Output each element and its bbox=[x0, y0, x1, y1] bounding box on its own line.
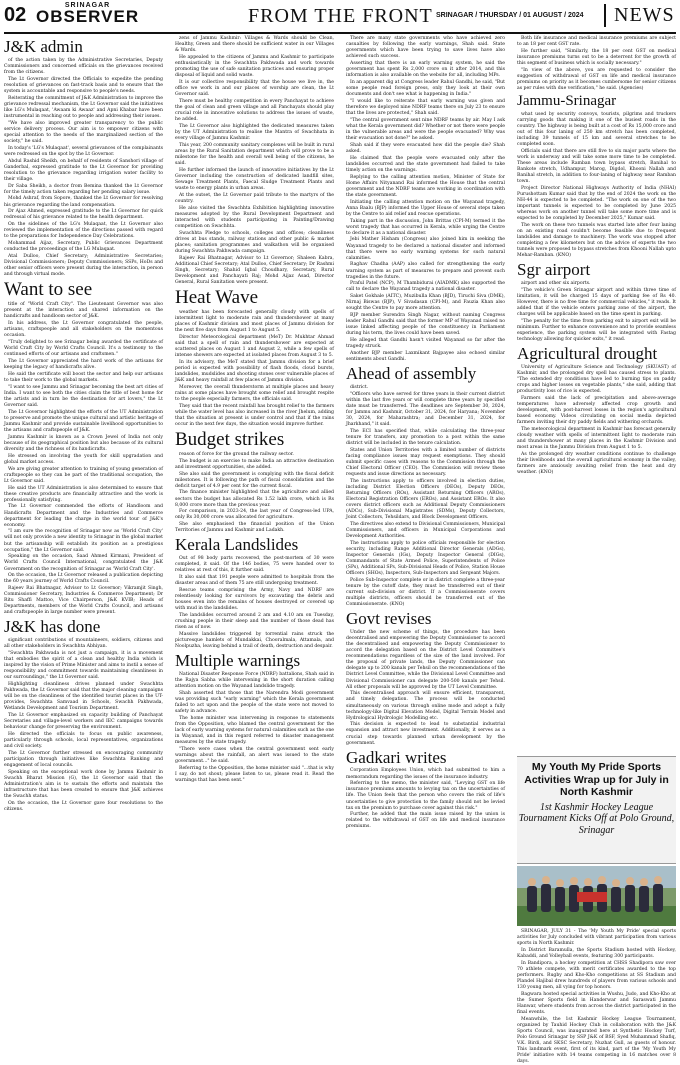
headline: J&K admin bbox=[4, 37, 83, 56]
paragraph: The finance minister highlighted that the agriculture and allied sectors the budget has allocated Rs 1.52 lakh crore, which is Rs 8,000 crore more than the previous year. bbox=[175, 490, 334, 508]
paragraph: "The vehicle's Green Srinagar airport and within three time of limitation, it will be charged 15 days of parking fee of Rs 40. However, there is no free time for commercial vehicles," it reads. It added that if the vehicle enters parking zone of the airport, the charges will be applicable based on the time spent in parking. bbox=[517, 287, 676, 318]
paragraph: In an apparent dig at Congress leader Rahul Gandhi, he said, "But some people read foreign press, only they look at their own documents and don't see what is happening in India." bbox=[346, 79, 505, 98]
paragraph: On the sidelines of the LG's Mulaqaat, the Lt Governor also reviewed the implementation of the directions passed with regard to the preparations for Independence Day Celebrations. bbox=[4, 222, 163, 240]
paragraph: Replying to the calling attention motion, Minister of State for Home Affairs Nityanand Rai informed the House that the central government and the NDRF teams are working in coordination with the state government. bbox=[346, 174, 505, 198]
column-4 bbox=[517, 36, 676, 754]
paragraph: "In view of the above, you are requested to consider the suggestion of withdrawal of GST on life and medical insurance premiums on priority as it becomes cumbersome for senior citizens as per rules with due verification," he said. (Agencies) bbox=[517, 67, 676, 91]
logo-main: OBSERVER bbox=[36, 7, 140, 26]
paragraph: Out of 98 body parts recovered, the post-mortem of 30 were completed, it said. Of the 146 bodies, 75 were handed over to relatives at rest of this, it further said. bbox=[175, 556, 334, 574]
paragraph: Praful Patel (NCP), M Thambidurai (AIADMK) also supported the call to declare the Wayanad tragedy a national disaster. bbox=[346, 281, 505, 293]
category-label: NEWS bbox=[604, 4, 675, 27]
paragraph: In District Baramulla, the Sports Stadium hosted with Hockey, Kabaddi, and Volleyball events, featuring 300 participants. bbox=[517, 947, 676, 959]
paragraph: They said that the recent rainfall has brought relief to the farmers while the water level has also increased in the river Jhelum, adding that the situation at present is under control and that if the rains occur in the next few days, the situation would improve further. bbox=[175, 403, 334, 427]
paragraph: On the occasion, the Lt Governor gave four resolutions to the citizens. bbox=[4, 801, 163, 813]
paragraph: Referring to the Opposition, the home minister said "...that is why I say, do not shout; please listen to us, please read it. Read the warnings that has been sent." bbox=[175, 765, 334, 783]
headline: Kerala Landslides bbox=[175, 535, 299, 555]
paragraph: "We have also improved greater transparency to the public service delivery process. Our aim is to empower citizens with special attention to the needs of the marginalized section of the society," he said. bbox=[4, 120, 163, 144]
paragraph: Mohd Ashraf, from Sopore, thanked the Lt Governor for resolving his grievance regarding the land compensation. bbox=[4, 196, 163, 208]
paragraph: Project Director National Highways Authority of India (NHAI) Purushottam Kumar said that by the end of 2024 the work on the NH-44 is expected to be completed. "The work on one of the two important tunnels is expected to be completed by June 2025 whereas work on another tunnel will take some more time and is expected to be completed by December 2025," Kumar said. bbox=[517, 185, 676, 222]
paragraph: Speaking on the occasion, Saad Ahmed Kirmani, President of World Crafts Council International, congratulated the J&K Government on the recognition of Srinagar as 'World Craft City'. bbox=[4, 554, 163, 572]
paragraph: He said the certificate will boost the sector and help our artisans to take their work to the global markets. bbox=[4, 371, 163, 383]
headline: Jammu-Srinagar bbox=[517, 93, 617, 110]
paragraph: As the prolonged dry weather conditions continue to challenge their livelihoods and the overall agricultural economy in the valley, farmers are anxiously awaiting relief from the heat and dry weather. (KNO) bbox=[517, 452, 676, 476]
paragraph: Abdul Rashid Sheikh, on behalf of residents of Sanshori village of Ganderbal, expressed gratitude to the Lt Governor for providing resolution to the grievance regarding irrigation water facility to their village. bbox=[4, 158, 163, 182]
paragraph: Meanwhile, the 1st Kashmir Hockey League Tournament, organized by Tauhid Hockey Club in collaboration with the J&K Sports Council, was inaugurated here at Synthetic Hockey Turf, Polo Ground Srinagar by SSP J&K of BSF, Syed Muhammad Shafiq, V.K. Birdi, and SKSC Secretary, Nuzhat Gull, as guests of honour. This landmark event, first of its kind, part of the 'My Youth My Pride' initiative with 14 teams competing in 16 matches over 8 days. bbox=[517, 1016, 676, 1065]
article-body bbox=[346, 36, 505, 363]
paragraph: The landslides occurred around 2 am and 4.10 am on Tuesday, crushing people in their sleep and the number of those dead has risen as of now. bbox=[175, 613, 334, 631]
paragraph: Shah said if they were evacuated how did the people die? Shah asked. bbox=[346, 142, 505, 154]
paragraph: BJP member Surendra Singh Nagar, without naming Congress leader Rahul Gandhi said that the former MP of Wayanad raised no issue linked affecting people of the constituency in Parliament during his term, the lives could have been saved. bbox=[346, 313, 505, 337]
article-body bbox=[346, 768, 505, 830]
column-1 bbox=[4, 36, 163, 1040]
paragraph: He also visited the Swachhta Exhibition highlighting innovative measures adopted by the Rural Development Department and interacted with students participating in Painting/Drawing competition on Swachhta. bbox=[175, 205, 334, 229]
paragraph: Officials said that there are still five to six major parts where the work is underway and will take some more time to be completed. These areas include Ramban town bypass stretch, Banihal to Bankote stretch, Udhampur, Marog, Digdol, Khooni Nallah and Banihal stretch, in addition to four-laning of highway near Ramban town. bbox=[517, 148, 676, 185]
paragraph: airport and other six airports. bbox=[521, 281, 591, 287]
paragraph: The Lt Governor commended the efforts of Handloom and Handicrafts Department and the Industries and Commerce department for leading the charge in the world tour of J&K's economy. bbox=[4, 504, 163, 528]
article-body bbox=[517, 112, 676, 260]
headline: Agricultural drought bbox=[517, 344, 658, 364]
paragraph: We are giving greater attention to training of young generation of craftspeople so they can be part of the traditional occupation, the Lt Governor said. bbox=[4, 466, 163, 484]
paragraph: He further said, "Similarly, the 18 per cent GST on medical insurance premiums turns out to be a deterrent for the growth of this segment of business which is socially necessary." bbox=[517, 48, 676, 66]
paragraph: She also said the government is complying with the fiscal deficit milestones. It is following the path of fiscal consolidation and the deficit target of 4.9 per cent for the current fiscal. bbox=[175, 471, 334, 489]
paragraph: He directed the officials to focus on public awareness, particularly through schools, local representatives, organizations and civil society. bbox=[4, 732, 163, 750]
paragraph: Referring to the memo, the minister said, "Levying GST on life insurance premiums amounts to levying tax on the uncertainties of life. The Union feels that the person who covers the risk of life's uncertainties to give protection to the family should not be levied tax on the premium to purchase cover against this risk." bbox=[346, 781, 505, 811]
paragraph: The Lt Governor also highlighted the dedicated measures taken by the UT Administration to realise the Mantra of Swachhata in every village of Jammu Kashmir. bbox=[175, 123, 334, 141]
paragraph: Rescue teams comprising the Army, Navy and NDRF are relentlessly looking for survivors by excavating the debris and houses even into the remains of houses destroyed or covered up with mud in the landslides. bbox=[175, 588, 334, 612]
paragraph: It is our collective responsibility that the house we live in, the office we work in and our places of worship are clean, the Lt Governor said. bbox=[175, 79, 334, 98]
article-body bbox=[175, 672, 334, 784]
paragraph: University of Agriculture Science and Technology (SKUAST) of Kashmir, and the prolonged dry spell has caused stress to plants. "The extended dry conditions have led to burning tips on paddy crops and higher losses on vegetable plants," she said, adding that productivity loss of rice is expected. bbox=[517, 365, 676, 395]
paragraph: The directives also extend to Divisional Commissioners, Municipal Commissioners, and officers in Municipal Corporations and Development Authorities. bbox=[346, 522, 505, 540]
paragraph: weather has been forecasted generally cloudy with spells of intermittent light to moderate rain and thundershower at many places of Kashmir division and most places of Jammu division for the next five days from August 1 to August 5. bbox=[175, 309, 334, 333]
paragraph: Taking part in the discussion, John Brittas (CPI-M) termed it the worst tragedy that has occurred in Kerala, while urging the Centre to declare it as a national disaster. bbox=[346, 218, 505, 236]
paragraph: Police Sub-Inspector complete or in district complete a three-year tenure by the cutoff date, they must be transferred out of their current sub-division or district. If a Commissionerate covers multiple districts, officers should be transferred out of the Commissionerate. (KNO) bbox=[346, 578, 505, 608]
paragraph: Mohammad Aijaz, Secretary, Public Grievances Department conducted the proceedings of the LG Mulaqaat. bbox=[4, 241, 163, 253]
headline: Want to see bbox=[4, 279, 93, 301]
paragraph: Dr Ajaz Ahmed, expressed gratitude to the Lt Governor for quick redressal of his grievance related to the health department. bbox=[4, 209, 163, 221]
paragraph: There must be healthy competition in every Panchayat to achieve the goal of clean and green village and all Panchayats should play crucial role in innovative solutions to address the issues of waste, he added. bbox=[175, 98, 334, 122]
paragraph: Highlighting cleanliness drives planned under Swachhta Pakhwada, the Lt Governor said that the major cleaning campaigns will be on the cleanliness of the identified tourist places in the UT-provides, Swachhta Samvaad in Schools, Swachh Pakhwada, Wetlands Development and Tourism Department. bbox=[4, 682, 163, 712]
masthead bbox=[4, 2, 676, 34]
paragraph: He appealed to the citizens of Jammu and Kashmir to participate enthusiastically in the Swachhta Pakhwada and work towards promoting the use of safe sanitation practices and ensuring proper disposal of liquid and solid waste. bbox=[175, 54, 334, 79]
article-body bbox=[175, 556, 334, 650]
paragraph: He claimed that the people were evacuated only after the landslides occurred and the state government had failed to take timely action on the warnings. bbox=[346, 155, 505, 173]
paragraph: The meteorological department in Kashmir has forecast generally cloudy weather with spells of intermittent light to moderate rain and thundershower at many places in the Kashmir Division and most areas in the Jammu Division from August 1 to 5. bbox=[517, 427, 676, 451]
paragraph: Saket Gokhale (AITC), Muzibulla Khan (BJD), Tiruchi Siva (DMK), Nirnaj Biswas (BJP), V Sivadasan (CPI-M), and Fauzia Khan also sought the Centre to pay more attention. bbox=[346, 294, 505, 312]
logo-top: SRINAGAR bbox=[64, 2, 111, 9]
paragraph: Swachhta Pledge to schools, colleges and offices; cleanliness drives at bus stands, railway stations and other public & market places; sanitation programmes and walkathon will be organised during Swachhta Pakhwada campaign. bbox=[175, 230, 334, 254]
paragraph: "I am sure the recognition of Srinagar now as 'World Craft City' will not only provide a new identity to Srinagar in the global market but the artisanship will establish its position as a prestigious occupation," the Lt Governor said. bbox=[4, 529, 163, 553]
paragraph: Jebi Mather Hisham (Congress) also joined him in seeking the Wayanad tragedy to be declared a national disaster and informed that there were no early warning systems for such natural calamities. bbox=[346, 237, 505, 261]
paragraph: The instructions apply to police officials responsible for election security, including Range Additional Director Generals (ADGs), Inspector Generals (IGs), Deputy Inspector General (DIGs), Commandants of State Armed Police, Superintendents of Police (SPs), Additional SPs, Sub-Divisional Heads of Police, Station House Officers (SHOs), Inspectors, Sub-Inspectors and Sergeant Majors. bbox=[346, 540, 505, 577]
sports-story bbox=[517, 929, 676, 1065]
paragraph: He said the UT Administration is also determined to ensure that these creative products are financially attractive and the work is professionally satisfying. bbox=[4, 485, 163, 503]
paragraph: "I would like to reiterate that early warning was given and therefore we deployed nine NDRF teams there on July 23 to ensure that the lives are protected," Shah said. bbox=[346, 98, 505, 116]
headline: Heat Wave bbox=[175, 286, 259, 308]
dateline: SRINAGAR / THURSDAY / 01 AUGUST / 2024 bbox=[436, 12, 584, 19]
paragraph: significant contributions of mountaineers, soldiers, citizens and all other stakeholders in Swachhta Abhiyan. bbox=[4, 638, 163, 650]
paragraph: On the occasion, the Lt Governor released a publication depicting the 60 years journey of World Crafts Council. bbox=[4, 573, 163, 585]
paragraph: "The penalty for the time from parking exit to airport exit will be minimum. Further to enhance convenience and to provide seamless experience, the parking system will be integrated with Fastag technology allowing for quicker exits," it read. bbox=[517, 319, 676, 343]
column-3 bbox=[346, 36, 505, 1040]
paragraph: district. bbox=[350, 385, 369, 391]
paragraph: He stressed on involving the youth for skill upgradation and global market access. bbox=[4, 453, 163, 465]
paragraph: States and Union Territories with a limited number of districts facing compliance issues may request exemptions. They should submit specific cases with reasons to the Commission through the Chief Electoral Officer (CEO). The Commission will review these requests and issue directions as necessary. bbox=[346, 447, 505, 478]
paragraph: Atal Dulloo, Chief Secretary; Administrative Secretaries; Divisional Commissioners; Deputy Commissioners; SSPs, HoDs and other senior officers were present during the interaction, in person and through virtual mode. bbox=[4, 254, 163, 278]
paragraph: Both life insurance and medical insurance premiums are subject to an 18 per cent GST rate. bbox=[517, 36, 676, 48]
paragraph: The Lt Governor appreciated the hard work of the artisans for keeping the legacy of handicrafts alive. bbox=[4, 359, 163, 371]
article-body bbox=[4, 302, 163, 616]
paragraph: Initiating the calling attention motion on the Wayanad tragedy, Anna Baalu (BJP) informed the Upper House of several steps taken by the Centre to aid relief and rescue operations. bbox=[346, 199, 505, 217]
article-body bbox=[517, 281, 676, 343]
paragraph: The Lt Governor highlighted the efforts of the UT Administration to preserve and promote the unique cultural and artistic heritage of Jammu Kashmir and provide sustainable livelihood opportunities to the artisans and craftspeople of J&K. bbox=[4, 409, 163, 433]
feature-title: My Youth My Pride Sports Activities Wrap up for July in North Kashmir bbox=[524, 761, 669, 798]
paragraph: "Truly delighted to see Srinagar being awarded the certificate of World Craft City by World Crafts Council. It's a testimony to the continued efforts of our artisans and craftsmen." bbox=[4, 340, 163, 358]
paragraph: Reiterating the commitment of J&K Administration to improve the grievance redressal mechanism, the Lt Governor said the initiatives like LG's Mulaqaat, 'Awaam ki Awaaz' and Apni Khabar have been instrumental in reaching out to people and addressing their issues. bbox=[4, 95, 163, 119]
paragraph: title of "World Craft City". The Lieutenant Governor was also present at the interaction and shared information on the handicrafts and handloom sector of J&K. bbox=[4, 302, 163, 320]
paragraph: The Lt Governor directed the Officials to expedite the pending resolution of grievances on fast-track basis and to ensure that the system is accountable and responsive to people's needs. bbox=[4, 76, 163, 94]
article-body bbox=[175, 36, 334, 286]
paragraph: "Swachhta Pakhwada is not just a campaign, it is a movement that embodies the spirit of a clean and healthy India which is inspired by the vision of Prime Minister and aims to instil a sense of responsibility and commitment towards maintaining cleanliness in our surroundings," the Lt Governor said. bbox=[4, 651, 163, 681]
paragraph: "I want to see Jammu and Srinagar becoming the best art cities of India. I want to see both the cities claim the title of best home for the artists and in turn be the destination for art lovers," the Lt Governor said. bbox=[4, 384, 163, 408]
paragraph: Shah asserted that those that the Narendra Modi government was providing such "early warning" which the Kerala government failed to act upon and the people of the state were not moved to safety in advance. bbox=[175, 690, 334, 715]
paragraph: Further, he added that the main issue raised by the union is related to the withdrawal of GST on life and medical insurance premiums. bbox=[346, 812, 505, 830]
paragraph: She also emphasised the financial position of the Union Territories of Jammu and Kashmir and Ladakh. bbox=[175, 522, 334, 534]
paragraph: "The central government sent nine NDRF teams by air. May I ask what the Kerala government did? Whether or not there were people in the vulnerable areas and were the people evacuated? Why was their evacuation not done?" he asked. bbox=[346, 117, 505, 141]
newspaper-logo bbox=[36, 2, 139, 25]
article-body bbox=[517, 365, 676, 476]
article-body bbox=[517, 929, 676, 1065]
article-body bbox=[175, 310, 334, 428]
paragraph: This decision is expected to lead to substantial industrial expansion and attract new investment. Additionally, it serves as a crucial step towards planned urban development by the government. bbox=[346, 722, 505, 746]
headline: Budget strikes bbox=[175, 428, 285, 450]
paragraph: Corporation Employees Union, which had submitted to him a memorandum regarding the issues of the insurance industry. bbox=[346, 768, 505, 780]
paragraph: Bagwara hosted special activities in Wushu, Judo, and Kho-Kho at the Sumer Sports field in Handerwar and Saraswati Jammu Hanwar, where students from across the district participated in the final events. bbox=[517, 991, 676, 1015]
headline: Sgr airport bbox=[517, 260, 591, 280]
column-2 bbox=[175, 36, 334, 1040]
hockey-team-photo bbox=[517, 866, 676, 926]
article-body bbox=[175, 452, 334, 535]
paragraph: At the outset, the Lt Governor paid tribute to the martyrs of the country. bbox=[175, 192, 334, 204]
headline: Multiple warnings bbox=[175, 651, 301, 671]
paragraph: Director Meteorological department (MeT) Dr. Mukhtar Ahmad said that a spell of rain and thundershower are expected at scattered places on August 1 and August 2, while a few spells of intense showers are expected at isolated places from August 3 to 5. bbox=[175, 334, 334, 358]
paragraph: The Lt Governor further stressed on encouraging community participation through initiatives like Swachhta Ranking and engagement of local councils. bbox=[4, 751, 163, 769]
article-body bbox=[4, 58, 163, 278]
paragraph: Farmers said the lack of precipitation and above-average temperatures have adversely affected crop growth and development, with post-harvest losses in the region's agricultural based economy. Videos circulating on social media depicted farmers inviting their dry paddy fields and withering orchards. bbox=[517, 396, 676, 426]
paragraph: National Disaster Response Force (NDRF) battalions, Shah said in the Rajya Sabha while intervening in the short duration calling attention motion on the Wayanad landslide tragedy. bbox=[175, 671, 334, 690]
paragraph: Under the new scheme of things, the procedure has been decentralised and empowering the Deputy Commissioner to accord the decentralised and empowering the Deputy Commissioner to accord the delegation based on the District Level Committee's recommendations regardless of the size of the land involved. For the proposal of private lands, the Deputy Commissioner can delegate up to 200 kanals per Tehsil on the recommendations of the District Level Committee, while the Divisional Level Committee and Divisional Commissioner can delegate 200-500 kanals per Tehsil. All other proposals will be approved by the UT Level Committee. bbox=[346, 630, 505, 690]
paragraph: SRINAGAR, JULY 31 - The 'My Youth My Pride' special sports activities for July concluded with vibrant participation from various sports in North Kashmir. bbox=[517, 929, 676, 947]
paragraph: For comparison, in 2023-24, the last year of Congress-led UPA, only Rs 30,000 crore was allocated for agriculture. bbox=[175, 509, 334, 521]
paragraph: Asserting that there is an early warning system, he said the government has spent Rs 2,000 crore on it after 2014, and this information is also available on the website for all, including MPs. bbox=[346, 60, 505, 79]
paragraph: The ECI has specified that, while calculating the three-year tenure for transfers, any promotion to a post within the same district will be included in the tenure calculation. bbox=[346, 428, 505, 447]
paragraph: Raghav Chadha (AAP) also called for strengthening the early warning system as part of measures to prepare and prevent such tragedies in the future. bbox=[346, 262, 505, 280]
team-photo-image bbox=[517, 866, 676, 926]
paragraph: In its advisory, the MeT stated that Jammu division for a brief period is expected with possibility of flash floods, cloud bursts, landslides, mudslides and shooting stones over vulnerable places of J&K and heavy rainfall at few places of Jammu division. bbox=[175, 359, 334, 383]
paragraph: In Bandipora, a hockey competition at CHSS Shadipora saw over 70 athlete compete, with merit certificates awarded to the top performers. Rugby and Kho-Kho competitions at SS Stadium and Plandel Hajibal drew hundreds of players from various schools and 130 young men, all vying for top honors. bbox=[517, 960, 676, 991]
headline: Govt revises bbox=[346, 609, 432, 629]
article-body bbox=[517, 36, 676, 92]
paragraph: "Officers who have served for three years in their current district within the last five years or will complete three years by specified date must be transferred. The deadlines are September 30, 2024, for Jammu and Kashmir, October 31, 2024, for Haryana; November 30, 2024, for Maharashtra; and December 31, 2024, for Jharkhand," it said. bbox=[346, 391, 505, 428]
sports-feature-box bbox=[517, 756, 676, 864]
paragraph: This year, 200 community sanitary complexes will be built in rural areas by the Rural Sanitation department which will prove to be a milestone for the health and overall well being of the citizens, he said. bbox=[175, 142, 334, 166]
paragraph: reason of force for the ground the railway sector. bbox=[179, 451, 294, 457]
paragraph: The budget is an exercise to make India an attractive destination and investment opportunities, she added. bbox=[175, 458, 334, 470]
paragraph: "There were cases when the central government sent early warnings about the rainfall, an alert was issued to the state government..." he said. bbox=[175, 746, 334, 765]
article-body bbox=[4, 638, 163, 813]
paragraph: It also said that 191 people were admitted to hospitals from the disaster areas and of them 75 are still undergoing treatment. bbox=[175, 575, 334, 587]
paragraph: Another BJP member Laxmikant Bajpayee also echoed similar sentiments about Gandhi. bbox=[346, 351, 505, 363]
paragraph: He alleged that Gandhi hasn't visited Wayanad so far after the tragedy struck. bbox=[346, 338, 505, 350]
paragraph: The work on these two tunnels was started late after four laning on an existing road couldn't become feasible due to frequent landslides and damage to machinery. The work was stopped after completing a few kilometers but on the advice of experts the two tunnels were proposed to bypass stretches from Khooni Nallah upto Mehar-Ramban. (KNO) bbox=[517, 223, 676, 259]
headline: Gadkari writes bbox=[346, 747, 447, 767]
paragraph: what used by security convoys, tourists, pilgrims and truckers carrying goods that making it one of the busiest roads in the country. The highway is being built at a cost of Rs 15,000 crore and out of this four laning of 250 km stretch has been completed, including 39 tunnels of 15 km and several stretches to be completed soon. bbox=[517, 111, 676, 147]
paragraph: Rajeev Rai Bhatnagar, Advisor to Lt Governor; Shaleen Kabra, Additional Chief Secretary; Atal Dulloo, Chief Secretary; Dr Rashmi Singh, Secretary; Shahid Iqbal Choudhary, Secretary, Rural Development and Panchayati Raj; Mohd Aijaz Asad, Director General, Rural Sanitation were present. bbox=[175, 255, 334, 285]
headline: Ahead of assembly bbox=[346, 364, 477, 384]
paragraph: Dr Saba Sheikh, a doctor from Bemina thanked the Lt Governor for the timely action taken regarding her pending salary issue. bbox=[4, 183, 163, 195]
paragraph: In today's 'LG's Mulaqaat', several grievances of the complainants were redressed on the spot by the Lt Governor. bbox=[4, 145, 163, 157]
headline: J&K has done bbox=[4, 617, 101, 637]
paragraph: The instructions apply to officers involved in election duties, including District Election Officers (DEOs), Deputy DEOs, Returning Officers (ROs), Assistant Returning Officers (AROs), Electoral Registration Officers (EROs), and Assistant EROs. It also covers district officers such as Additional Deputy Commissioners (ADCs), Sub-Divisional Magistrates (SDMs), Deputy Collectors, Joint Collectors, Tehsildars, and Block Development Officers. bbox=[346, 478, 505, 521]
paragraph: Speaking on the exceptional work done by Jammu Kashmir in Swachh Bharat Mission (G), the Lt Governor said that the Administration's aim is to sustain the efforts and maintain the infrastructure that has been created to ensure that J&K achieves the Swachh status. bbox=[4, 770, 163, 800]
paragraph: In his address, the Lt Governor congratulated the people, artisans, craftspeople and all stakeholders on the momentous occasion. bbox=[4, 321, 163, 339]
article-body bbox=[346, 385, 505, 608]
feature-subtitle: 1st Kashmir Hockey League Tournament Kicks Off at Polo Ground, Srinagar bbox=[518, 801, 675, 836]
paragraph: of the action taken by the Administrative Secretaries, Deputy Commissioners and concerned officials on the grievances received from the citizens. bbox=[4, 57, 163, 75]
paragraph: He further informed the launch of innovative initiatives by the Lt Governor including the construction of dedicated landfill sites, Sewage Treatment Plants, Faecal Sludge Treatment Plants and waste to energy plants in urban areas. bbox=[175, 167, 334, 191]
paragraph: zens of Jammu Kashmir: Villages & Wards should be Clean, Healthy, Green and there should be sufficient water in our Villages & Wards. bbox=[175, 36, 334, 54]
section-title: FROM THE FRONT bbox=[248, 5, 433, 27]
paragraph: Rajeev Rai Bhatnagar, Advisor to Lt Governor; Vikramjit Singh, Commissioner Secretary, Industries & Commerce Department; Dr Ritu Shaffi Mattoo, Vice Chairperson, J&K KVIB; Heads of Departments, members of the World Crafts Council, and artisans and craftspeople in large number were present. bbox=[4, 586, 163, 616]
paragraph: Moreover, the overall thunderstorm at multiple places and heavy rains at some places have brought some relief and brought respite to the people especially farmers, the officials said. bbox=[175, 384, 334, 402]
paragraph: Massive landslides triggered by torrential rains struck the picturesque hamlets of Mundakkai, Chooralmala, Attamala, and Noolpuzha, leaving behind a trail of death, destruction and despair. bbox=[175, 631, 334, 650]
article-body bbox=[346, 630, 505, 746]
paragraph: The home minister was intervening in response to statements from the Opposition, who blamed the central government for the lack of early warning systems for natural calamities such as the one in Wayanad, and in this regard referred to disaster management measures by the state tragedy. bbox=[175, 715, 334, 746]
paragraph: Jammu Kashmir is known as a Crown Jewel of India not only because of its geographical position but also because of its cultural diversity and the richness of its handicrafts. bbox=[4, 434, 163, 452]
paragraph: This decentralised approach will ensure efficient, transparent, and timely delegation. The process will be conducted simultaneously on various through online mode and adopt a fully technology-like Digital Elevation Model, Digital Terrain Model and Hydrological Hydrologic Modelling etc. bbox=[346, 691, 505, 721]
page-number: 02 bbox=[4, 4, 27, 26]
paragraph: There are many state governments who have achieved zero casualties by following the early warnings, Shah said. State governments which have been trying to save lives have also achieved such success. bbox=[346, 36, 505, 60]
paragraph: The Lt Governor emphasized on capacity building of Panchayat Secretaries and village-level workers and IEC campaigns towards behaviour change for preserving the environment. bbox=[4, 713, 163, 731]
